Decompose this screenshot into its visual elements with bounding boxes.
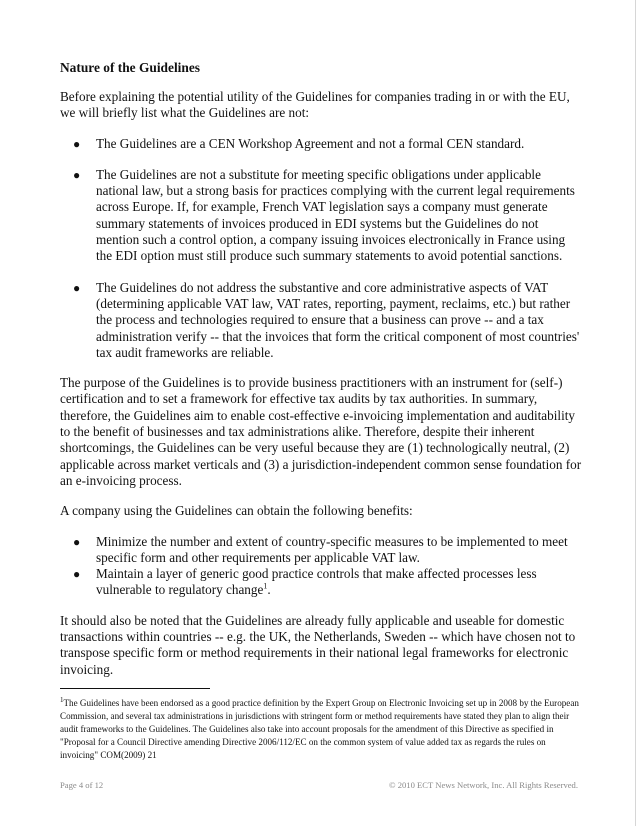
copyright-notice: © 2010 ECT News Network, Inc. All Rights Reserved. xyxy=(389,780,578,790)
benefits-intro: A company using the Guidelines can obtain the following benefits: xyxy=(60,503,413,519)
list-item-end: . xyxy=(267,582,271,598)
list-item-text: The Guidelines are not a substitute for meeting specific obligations under applicable national law, but a strong basis for practices complying with the current legal requirements across Europe. If, for example, French VAT legislation says a company must generate summary statements of invoices produced in EDI systems but the Guidelines do not mention such a control option, a company issuing invoices electronically in France using the EDI option must still produce such summary statements to avoid potential sanctions. xyxy=(96,166,575,264)
section-heading: Nature of the Guidelines xyxy=(60,60,200,75)
footnote xyxy=(60,697,580,762)
list-item xyxy=(60,136,584,152)
page-edge-line xyxy=(635,0,636,826)
not-list xyxy=(60,136,584,362)
list-item xyxy=(60,534,584,567)
bullet-icon: ● xyxy=(73,167,81,182)
bullet-icon: ● xyxy=(73,534,81,549)
list-item-text: Minimize the number and extent of country-specific measures to be implemented to meet specific form and other requirements per applicable VAT law. xyxy=(96,533,568,565)
page-number: Page 4 of 12 xyxy=(60,780,104,790)
list-item-text: Maintain a layer of generic good practice controls that make affected processes less vulnerable to regulatory change xyxy=(96,566,537,598)
bullet-icon: ● xyxy=(73,280,81,295)
bullet-icon: ● xyxy=(73,567,81,582)
main-content xyxy=(60,60,584,692)
list-item xyxy=(60,280,584,361)
page-footer xyxy=(60,780,578,790)
list-item xyxy=(60,167,584,265)
list-item-text: The Guidelines are a CEN Workshop Agreement and not a formal CEN standard. xyxy=(96,135,525,151)
purpose-paragraph: The purpose of the Guidelines is to provide business practitioners with an instrument for (self-) certification and to set a framework for effective tax audits by tax authorities. In summary, therefore, the Guidelines aim to enable cost-effective e-invoicing implementation and auditability to the benefit of businesses and tax administrations alike. Therefore, despite their inherent shortcomings, the Guidelines can be very useful because they are (1) technologically neutral, (2) applicable across market verticals and (3) a jurisdiction-independent common sense foundation for an e-invoicing process. xyxy=(60,375,582,488)
list-item-text: The Guidelines do not address the substantive and core administrative aspects of VAT (determining applicable VAT law, VAT rates, reporting, payment, reclaims, etc.) but rather the process and technologies required to ensure that a business can prove -- and a tax administration verify -- that the invoices that form the critical component of most countries' tax audit frameworks are reliable. xyxy=(96,279,580,360)
footnote-text: The Guidelines have been endorsed as a good practice definition by the Expert Group on Electronic Invoicing set up in 2008 by the European Commission, and several tax administrations in jurisdictions with stringent form or method requirements have stated they plan to align their audit frameworks to the Guidelines. The Guidelines also take into account proposals for the amendment of this Directive as specified in "Proposal for a Council Directive amending Directive 2006/112/EC on the common system of value added tax as regards the rules on invoicing" COM(2009) 21 xyxy=(60,698,579,760)
closing-paragraph: It should also be noted that the Guidelines are already fully applicable and useable for domestic transactions within countries -- e.g. the UK, the Netherlands, Sweden -- which have chosen not to transpose specific form or method requirements in their national legal frameworks for electronic invoicing. xyxy=(60,612,576,677)
footnote-mark: 1 xyxy=(60,695,64,704)
footnote-reference[interactable]: 1 xyxy=(263,582,268,592)
footnote-divider xyxy=(60,688,210,689)
intro-paragraph: Before explaining the potential utility of the Guidelines for companies trading in or with the EU, we will briefly list what the Guidelines are not: xyxy=(60,89,570,121)
list-item xyxy=(60,566,584,599)
benefits-list xyxy=(60,534,584,599)
bullet-icon: ● xyxy=(73,136,81,151)
